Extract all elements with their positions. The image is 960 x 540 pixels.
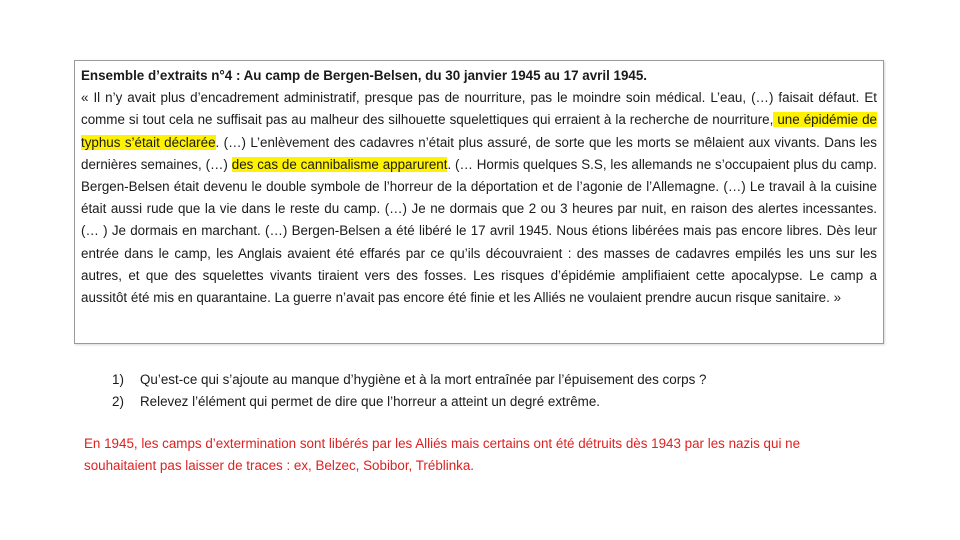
extract-text-part-1: « Il n’y avait plus d’encadrement administratif, presque pas de nourriture, pas le moindre soin médical. L’eau, (…) faisait défaut. Et comme si tout cela ne suffisait pas au malheur des silhouette squelettiques qui erraient à la recherche de nourriture, <box>81 90 877 128</box>
extract-box <box>74 60 884 344</box>
extract-title: Ensemble d’extraits n°4 : Au camp de Bergen-Belsen, du 30 janvier 1945 au 17 avril 1945. <box>81 68 648 83</box>
highlight-typhus: une épidémie de typhus s’était déclarée <box>81 112 877 150</box>
question-number: 1) <box>112 372 124 387</box>
extract-body <box>81 87 877 309</box>
question-text: Qu’est-ce qui s’ajoute au manque d’hygiène et à la mort entraînée par l’épuisement des corps ? <box>140 372 707 387</box>
extract-text-part-3: . (… Hormis quelques S.S, les allemands ne s’occupaient plus du camp. Bergen-Belsen était devenu le double symbole de l’horreur de la déportation et de l’agonie de l’Allemagne. (…) Le travail à la cuisine était aussi rude que la vie dans le reste du camp. (…) Je ne dormais que 2 ou 3 heures par nuit, en raison des alertes incessantes. (… ) Je dormais en marchant. (…) Bergen-Belsen a été libéré le 17 avril 1945. Nous étions libérées mais pas encore libres. Dès leur entrée dans le camp, les Anglais avaient été effarés par ce qu’ils découvraient : des masses de cadavres empilés les uns sur les autres, et que des squelettes vivants tiraient vers des fosses. Les risques d’épidémie amplifiaient cette apocalypse. Le camp a aussitôt été mis en quarantaine. La guerre n’avait pas encore été finie et les Alliés ne voulaient prendre aucun risque sanitaire. » <box>81 156 877 306</box>
question-list <box>112 369 832 413</box>
extract-text-part-2: . (…) L’enlèvement des cadavres n’était plus assuré, de sorte que les morts se mêlaient aux vivants. Dans les dernières semaines, (…) <box>81 134 877 172</box>
question-item <box>112 369 832 391</box>
highlight-cannibalism: des cas de cannibalisme apparurent <box>231 156 448 172</box>
conclusion-note: En 1945, les camps d’extermination sont libérés par les Alliés mais certains ont été détruits dès 1943 par les nazis qui ne souhaitaient pas laisser de traces : ex, Belzec, Sobibor, Tréblinka. <box>84 436 801 473</box>
question-number: 2) <box>112 394 124 409</box>
question-item <box>112 391 832 413</box>
question-text: Relevez l’élément qui permet de dire que l’horreur a atteint un degré extrême. <box>140 394 600 409</box>
